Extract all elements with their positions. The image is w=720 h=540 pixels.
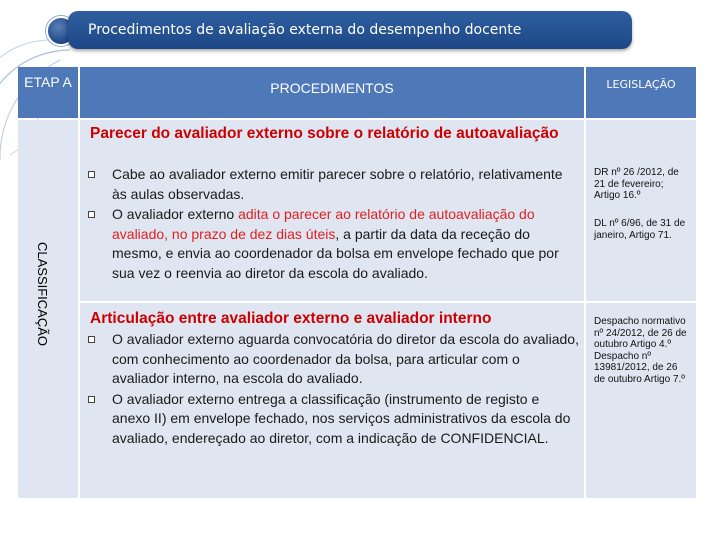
legislation-cell-articulacao [586, 303, 696, 498]
bullet-text: O avaliador externo aguarda convocatória do diretor da escola do avaliado, com conhecimento ao coordenador da bolsa, para articular com o avaliador interno, na escola do avaliado. [112, 331, 579, 386]
bullet-item [88, 205, 576, 283]
bullet-square-icon [88, 336, 95, 343]
section-title: Articulação entre avaliador externo e avaliador interno [90, 310, 492, 327]
column-header-etapa: ETAP A [18, 67, 80, 118]
column-header-procedimentos: PROCEDIMENTOS [80, 67, 586, 118]
section-title: Parecer do avaliador externo sobre o relatório de autoavaliação [90, 125, 559, 142]
bullet-text: O avaliador externo entrega a classificação (instrumento de registo e anexo II) em envelope fechado, nos serviços administrativos da escola do avaliado, endereçado ao diretor, com a indicação de CONFIDENCIAL. [112, 390, 571, 446]
procedure-section-parecer [80, 120, 584, 301]
bullet-item [88, 390, 580, 449]
bullet-text: Cabe ao avaliador externo emitir parecer sobre o relatório, relativamente às aulas observadas. [112, 166, 563, 202]
column-header-legislacao: LEGISLAÇÃO [586, 67, 696, 118]
bullet-text: O avaliador externo [112, 206, 239, 222]
page-title [68, 11, 632, 49]
bullet-highlight: adita o parecer ao relatório de autoavaliação do avaliado, no prazo de dez dias úteis [112, 206, 535, 242]
bullet-square-icon [88, 396, 95, 403]
etapa-label: CLASSIFICAÇÃO [35, 242, 50, 347]
legislation-reference: DR nº 26 /2012, de 21 de fevereiro; Artigo 16.º [594, 167, 679, 201]
legislation-reference: Despacho normativo nº 24/2012, de 26 de outubro Artigo 4.º Despacho nº 13981/2012, de 26 de outubro Artigo 7.º [594, 316, 687, 385]
legislation-cell-parecer [586, 120, 696, 301]
bullet-list [88, 330, 580, 449]
legislation-reference: DL nº 6/96, de 31 de janeiro, Artigo 71. [594, 218, 686, 241]
bullet-text-after: , a partir da data da receção do mesmo, e envia ao coordenador da bolsa em envelope fechado que por sua vez o reenvia ao diretor da escola do avaliado. [112, 225, 559, 281]
bullet-square-icon [88, 211, 95, 218]
page-title-text: Procedimentos de avaliação externa do desempenho docente [88, 22, 522, 38]
bullet-list [88, 165, 576, 284]
bullet-square-icon [88, 171, 95, 178]
bullet-item [88, 330, 580, 389]
procedure-section-articulacao [80, 303, 584, 498]
bullet-item [88, 165, 576, 204]
